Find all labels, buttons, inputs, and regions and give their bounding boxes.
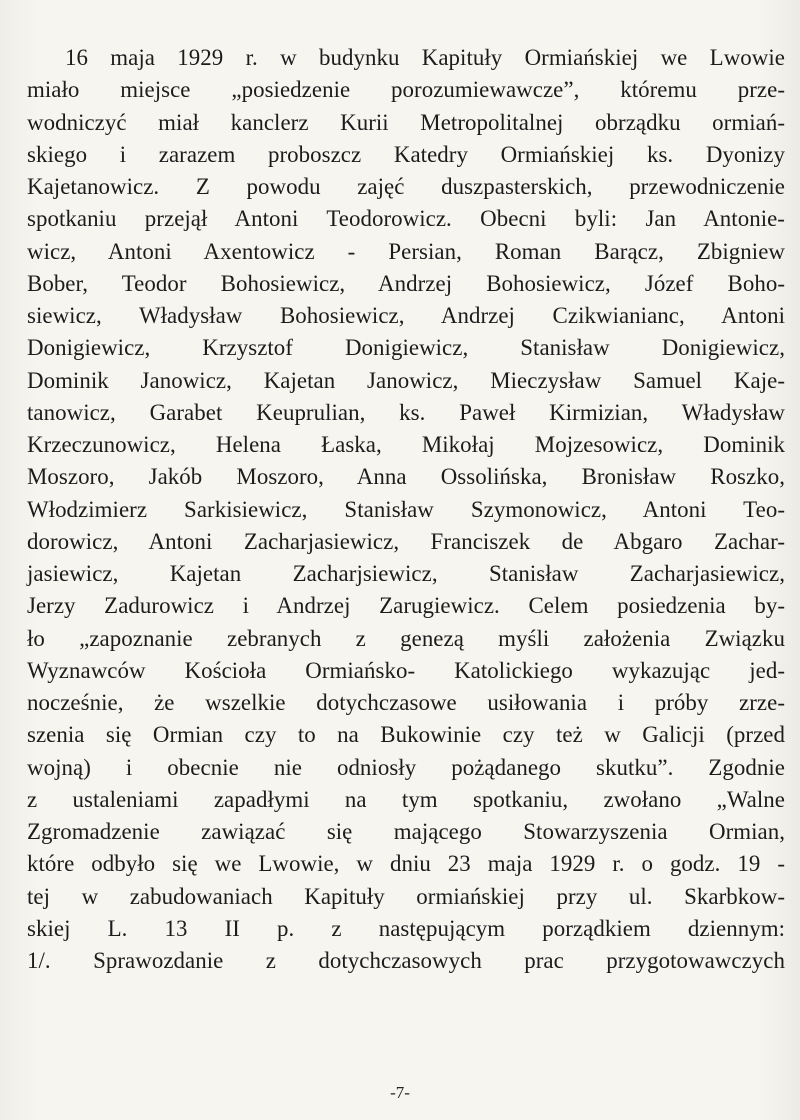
text-line: Dominik Janowicz, Kajetan Janowicz, Mieczysław Samuel Kaje- xyxy=(27,367,785,393)
text-line: nocześnie, że wszelkie dotychczasowe usiłowania i próby zrze- xyxy=(27,690,785,715)
text-line: 1/. Sprawozdanie z dotychczasowych prac przygotowawczych xyxy=(27,948,785,973)
text-line: tej w zabudowaniach Kapituły ormiańskiej przy ul. Skarbkow- xyxy=(27,883,785,909)
text-line: miało miejsce „posiedzenie porozumiewawcze”, któremu prze- xyxy=(27,77,785,103)
page-number: -7- xyxy=(390,1083,410,1102)
body-text xyxy=(27,42,785,977)
text-line: Wyznawców Kościoła Ormiańsko- Katolickiego wykazując jed- xyxy=(27,657,785,683)
text-line: ło „zapoznanie zebranych z genezą myśli założenia Związku xyxy=(27,625,785,651)
text-line: spotkaniu przejął Antoni Teodorowicz. Obecni byli: Jan Antonie- xyxy=(27,206,785,232)
text-line: siewicz, Władysław Bohosiewicz, Andrzej Czikwianianc, Antoni xyxy=(27,303,785,328)
text-line: dorowicz, Antoni Zacharjasiewicz, Franciszek de Abgaro Zachar- xyxy=(27,528,785,554)
text-line: skiego i zarazem proboszcz Katedry Ormiańskiej ks. Dyonizy xyxy=(27,141,785,167)
text-line: Bober, Teodor Bohosiewicz, Andrzej Bohosiewicz, Józef Boho- xyxy=(27,270,785,296)
text-line: wojną) i obecnie nie odniosły pożądanego skutku”. Zgodnie xyxy=(27,754,785,780)
text-line: tanowicz, Garabet Keuprulian, ks. Paweł Kirmizian, Władysław xyxy=(27,399,785,425)
text-line: Jerzy Zadurowicz i Andrzej Zarugiewicz. Celem posiedzenia by- xyxy=(27,593,785,619)
text-line: które odbyło się we Lwowie, w dniu 23 maja 1929 r. o godz. 19 - xyxy=(27,851,785,877)
text-line: Donigiewicz, Krzysztof Donigiewicz, Stanisław Donigiewicz, xyxy=(27,335,785,361)
text-line: Kajetanowicz. Z powodu zajęć duszpasterskich, przewodniczenie xyxy=(27,174,785,199)
text-line: Krzeczunowicz, Helena Łaska, Mikołaj Mojzesowicz, Dominik xyxy=(27,432,785,457)
text-line: Zgromadzenie zawiązać się mającego Stowarzyszenia Ormian, xyxy=(27,819,785,844)
text-line: Moszoro, Jakób Moszoro, Anna Ossolińska, Bronisław Roszko, xyxy=(27,464,785,490)
text-line: szenia się Ormian czy to na Bukowinie czy też w Galicji (przed xyxy=(27,722,785,748)
text-line: wodniczyć miał kanclerz Kurii Metropolitalnej obrządku ormiań- xyxy=(27,109,785,135)
text-line: Włodzimierz Sarkisiewicz, Stanisław Szymonowicz, Antoni Teo- xyxy=(27,496,785,522)
text-line: jasiewicz, Kajetan Zacharjsiewicz, Stanisław Zacharjasiewicz, xyxy=(27,561,785,586)
text-line: skiej L. 13 II p. z następującym porządkiem dziennym: xyxy=(27,915,785,941)
text-line: 16 maja 1929 r. w budynku Kapituły Ormiańskiej we Lwowie xyxy=(65,45,785,70)
text-line: wicz, Antoni Axentowicz - Persian, Roman Barącz, Zbigniew xyxy=(27,238,785,264)
text-line: z ustaleniami zapadłymi na tym spotkaniu, zwołano „Walne xyxy=(27,786,785,812)
